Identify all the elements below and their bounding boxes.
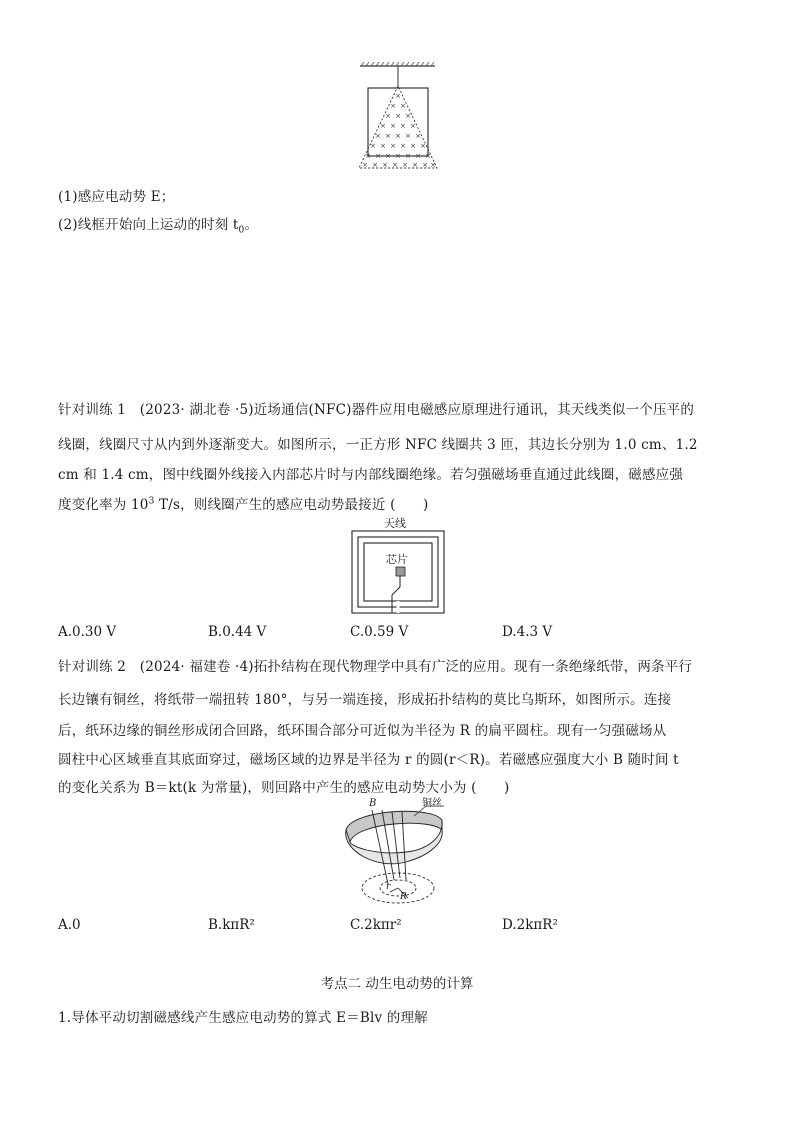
svg-text:×: × [380, 122, 386, 130]
training1-option-c[interactable]: C.0.59 V [350, 624, 409, 640]
svg-text:×: × [400, 142, 406, 150]
antenna-label: 天线 [384, 517, 406, 530]
svg-text:×: × [422, 161, 428, 169]
svg-text:×: × [430, 161, 436, 169]
section-item-1: 1.导体平动切割磁感线产生感应电动势的算式 E＝Blv 的理解 [58, 1010, 428, 1026]
mobius-ring-icon [336, 800, 456, 908]
svg-text:×: × [375, 132, 381, 140]
svg-text:×: × [395, 92, 401, 100]
svg-text:×: × [385, 152, 391, 160]
svg-text:×: × [405, 132, 411, 140]
svg-text:×: × [365, 152, 371, 160]
chip-label: 芯片 [386, 553, 408, 566]
training1-line2: 线圈，线圈尺寸从内到外逐渐变大。如图所示，一正方形 NFC 线圈共 3 匝，其边长分别为 1.0 cm、1.2 [58, 437, 698, 453]
training2-line1: 针对训练 2 (2024· 福建卷 ·4)拓扑结构在现代物理学中具有广泛的应用。现有一条绝缘纸带，两条平行 [58, 659, 693, 675]
training2-option-b[interactable]: B.kπR² [208, 917, 255, 933]
svg-text:×: × [375, 152, 381, 160]
svg-text:×: × [390, 142, 396, 150]
svg-text:×: × [405, 112, 411, 120]
svg-text:×: × [385, 112, 391, 120]
svg-text:×: × [362, 161, 368, 169]
svg-text:×: × [370, 142, 376, 150]
training2-option-a[interactable]: A.0 [58, 917, 81, 933]
training2-line4: 圆柱中心区域垂直其底面穿过，磁场区域的边界是半径为 r 的圆(r＜R)。若磁感应强度大小 B 随时间 t [58, 752, 679, 768]
copper-wire-label: 铜丝 [422, 798, 442, 809]
svg-text:×: × [395, 132, 401, 140]
training1-option-a[interactable]: A.0.30 V [58, 624, 117, 640]
svg-text:×: × [415, 132, 421, 140]
training1-option-b[interactable]: B.0.44 V [208, 624, 267, 640]
svg-text:×: × [410, 122, 416, 130]
training2-line2: 长边镶有铜丝，将纸带一端扭转 180°，与另一端连接，形成拓扑结构的莫比乌斯环，如图所示。连接 [58, 692, 672, 708]
training2-option-d[interactable]: D.2kπR² [502, 917, 558, 933]
svg-text:×: × [380, 142, 386, 150]
training1-line4: 度变化率为 $10^3$ T/s，则线圈产生的感应电动势最接近 ( ) [58, 496, 429, 513]
svg-text:×: × [392, 161, 398, 169]
section-title: 考点二 动生电动势的计算 [320, 976, 474, 992]
svg-text:×: × [395, 152, 401, 160]
nfc-coil-icon [348, 529, 448, 615]
hanging-frame-figure [355, 62, 445, 174]
training1-option-d[interactable]: D.4.3 V [502, 624, 553, 640]
training2-line3: 后，纸环边缘的铜丝形成闭合回路，纸环围合部分可近似为半径为 R 的扁平圆柱。现有一匀强磁场从 [58, 723, 667, 739]
svg-text:×: × [402, 161, 408, 169]
mobius-figure [336, 800, 456, 908]
svg-text:×: × [385, 132, 391, 140]
svg-text:×: × [420, 142, 426, 150]
svg-text:×: × [382, 161, 388, 169]
field-b-label: B [369, 798, 377, 809]
nfc-figure [348, 515, 448, 615]
svg-text:×: × [425, 152, 431, 160]
svg-text:×: × [390, 102, 396, 110]
radius-r-label: r [386, 882, 391, 892]
svg-text:×: × [372, 161, 378, 169]
svg-text:×: × [415, 152, 421, 160]
radius-R-label: R [400, 892, 407, 902]
question-part-1: (1)感应电动势 E； [58, 189, 175, 205]
training2-option-c[interactable]: C.2kπr² [350, 917, 402, 933]
svg-text:×: × [412, 161, 418, 169]
svg-text:×: × [395, 112, 401, 120]
training1-line1: 针对训练 1 (2023· 湖北卷 ·5)近场通信(NFC)器件应用电磁感应原理进行通讯，其天线类似一个压平的 [58, 402, 695, 418]
question-part-2: (2)线框开始向上运动的时刻 $t_0$。 [58, 217, 259, 236]
svg-text:×: × [400, 102, 406, 110]
training2-line5: 的变化关系为 B＝kt(k 为常量)，则回路中产生的感应电动势大小为 ( ) [58, 780, 510, 796]
svg-text:×: × [400, 122, 406, 130]
svg-text:×: × [390, 122, 396, 130]
svg-text:×: × [405, 152, 411, 160]
svg-text:×: × [410, 142, 416, 150]
training1-line3: cm 和 1.4 cm，图中线圈外线接入内部芯片时与内部线圈绝缘。若匀强磁场垂直通过此线圈，磁感应强 [58, 467, 684, 483]
